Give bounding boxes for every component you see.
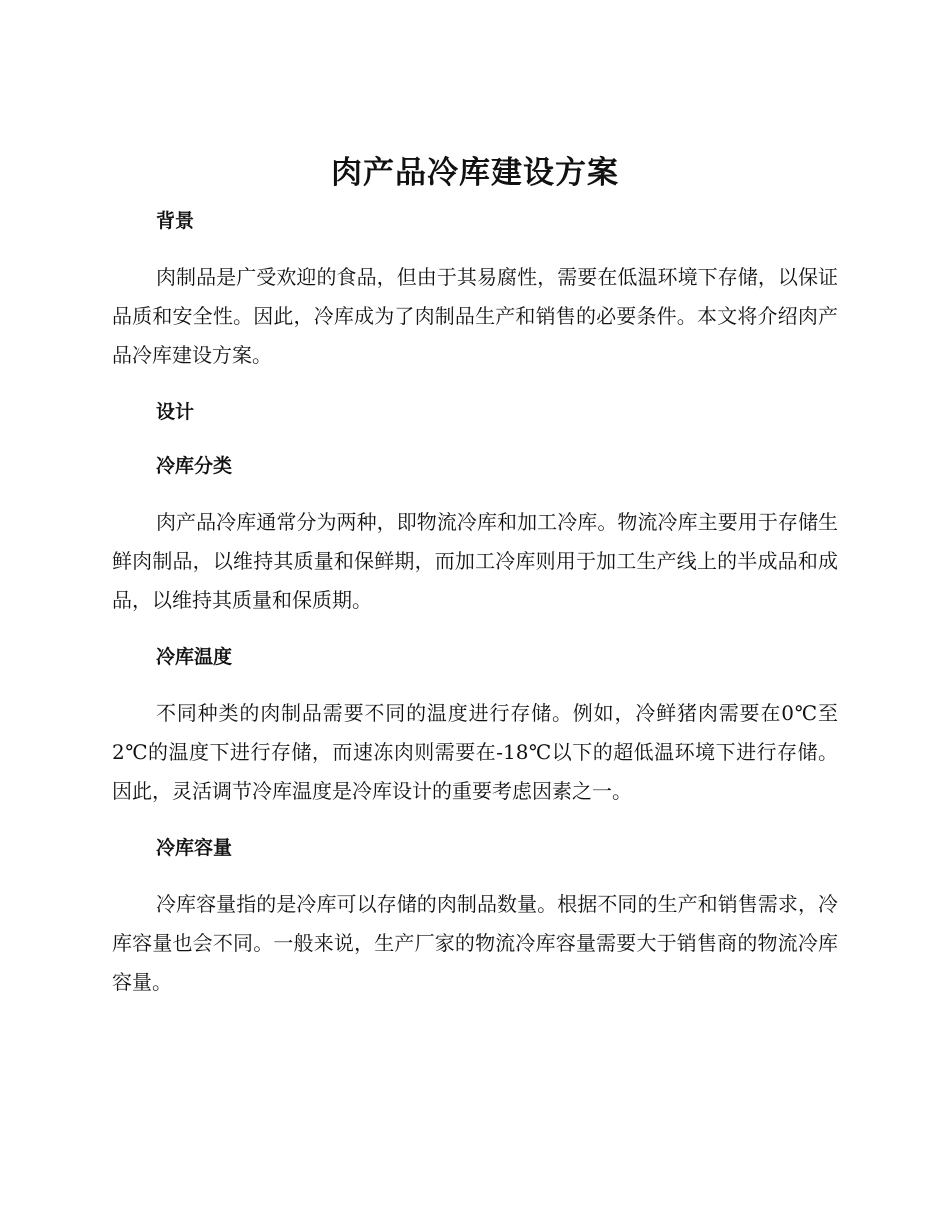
document-title: 肉产品冷库建设方案 [331, 155, 619, 191]
section-heading-background: 背景 [156, 210, 195, 232]
subsection-heading-classification: 冷库分类 [156, 455, 233, 477]
paragraph-temperature: 不同种类的肉制品需要不同的温度进行存储。例如，冷鲜猪肉需要在0℃至2℃的温度下进行存储，而速冻肉则需要在-18℃以下的超低温环境下进行存储。因此，灵活调节冷库温度是冷库设计的重要考虑因素之一。 [112, 701, 838, 803]
paragraph-background: 肉制品是广受欢迎的食品，但由于其易腐性，需要在低温环境下存储，以保证品质和安全性。因此，冷库成为了肉制品生产和销售的必要条件。本文将介绍肉产品冷库建设方案。 [112, 265, 838, 367]
subsection-heading-capacity: 冷库容量 [156, 837, 233, 859]
paragraph-capacity: 冷库容量指的是冷库可以存储的肉制品数量。根据不同的生产和销售需求，冷库容量也会不同。一般来说，生产厂家的物流冷库容量需要大于销售商的物流冷库容量。 [112, 892, 838, 994]
paragraph-classification: 肉产品冷库通常分为两种，即物流冷库和加工冷库。物流冷库主要用于存储生鲜肉制品，以维持其质量和保鲜期，而加工冷库则用于加工生产线上的半成品和成品，以维持其质量和保质期。 [112, 510, 838, 612]
section-heading-design: 设计 [156, 401, 195, 423]
subsection-heading-temperature: 冷库温度 [156, 646, 233, 668]
